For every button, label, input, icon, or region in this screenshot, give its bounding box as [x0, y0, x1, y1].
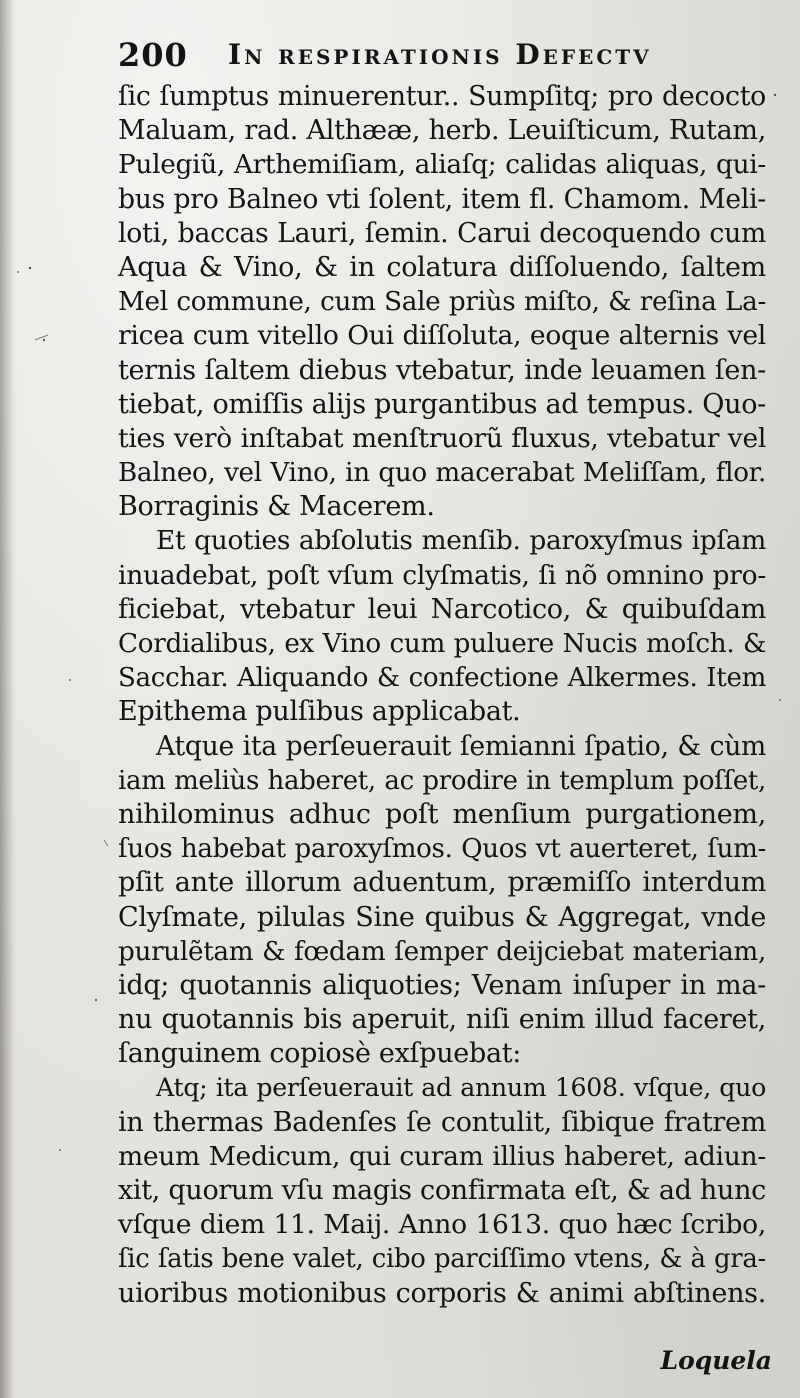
- text-line: Pulegiũ, Arthemiſiam, aliaſq; calidas aliquas, qui-: [118, 150, 766, 181]
- text-line: loti, baccas Lauri, ſemin. Carui decoquendo cum: [118, 217, 766, 249]
- binding-shadow: [0, 0, 14, 1398]
- text-line: Epithema pulſibus applicabat.: [118, 696, 521, 728]
- text-line: nihilominus adhuc poſt menſium purgationem,: [118, 798, 766, 830]
- text-line: Cordialibus, ex Vino cum puluere Nucis moſch. &: [118, 629, 766, 659]
- text-line: ties verò inſtabat menſtruorũ fluxus, vtebatur vel: [118, 422, 766, 454]
- text-line: Mel commune, cum Sale priùs miſto, & reſina La-: [118, 287, 766, 318]
- text-line: Sacchar. Aliquando & confectione Alkermes. Item: [118, 663, 766, 694]
- text-line: iam meliùs haberet, ac prodire in templum poſſet,: [118, 765, 766, 796]
- running-title: In respirationis Defectv: [228, 38, 652, 71]
- text-line: ſic ſatis bene valet, cibo parciſſimo vtens, & à gra-: [118, 1244, 766, 1275]
- text-line: inuadebat, poſt vſum clyſmatis, ſi nõ omnino pro-: [118, 559, 766, 591]
- text-line: bus pro Balneo vti ſolent, item fl. Chamom. Meli-: [118, 183, 766, 215]
- text-line: ſuos habebat paroxyſmos. Quos vt auerteret, ſum-: [118, 834, 766, 865]
- catchword: Loquela: [660, 1346, 772, 1375]
- text-line: Borraginis & Macerem.: [118, 491, 435, 523]
- page-number: 200: [118, 36, 188, 74]
- text-line: Et quoties abſolutis menſib. paroxyſmus ipſam: [156, 525, 766, 557]
- text-line: vſque diem 11. Maij. Anno 1613. quo hæc ſcribo,: [118, 1209, 766, 1241]
- text-line: ricea cum vitello Oui diſſoluta, eoque alternis vel: [118, 320, 766, 352]
- text-line: ternis ſaltem diebus vtebatur, inde leuamen ſen-: [118, 354, 766, 386]
- text-line: ſic ſumptus minuerentur.. Sumpſitq; pro decocto: [118, 81, 766, 112]
- text-line: ſanguinem copiosè exſpuebat:: [118, 1038, 522, 1070]
- text-line: tiebat, omiſſis alijs purgantibus ad tempus. Quo-: [118, 388, 766, 420]
- text-line: idq; quotannis aliquoties; Venam inſuper in ma-: [118, 969, 766, 1001]
- text-line: in thermas Badenſes ſe contulit, ſibique fratrem: [118, 1106, 766, 1138]
- text-line: Aqua & Vino, & in colatura diſſoluendo, ſaltem: [118, 251, 766, 283]
- text-line: Balneo, vel Vino, in quo macerabat Meliſſam, flor.: [118, 458, 766, 489]
- text-line: uioribus motionibus corporis & animi abſtinens.: [118, 1277, 766, 1309]
- text-line: Maluam, rad. Althææ, herb. Leuiſticum, Rutam,: [118, 115, 766, 147]
- running-head: [118, 36, 758, 80]
- text-line: Atque ita perſeuerauit ſemianni ſpatio, & cùm: [156, 730, 766, 762]
- text-line: meum Medicum, qui curam illius haberet, adiun-: [118, 1140, 766, 1172]
- text-line: pſit ante illorum aduentum, præmiſſo interdum: [118, 867, 766, 899]
- text-line: ficiebat, vtebatur leui Narcotico, & quibuſdam: [118, 593, 766, 625]
- text-line: purulẽtam & fœdam ſemper deijciebat materiam,: [118, 936, 766, 967]
- text-line: Atq; ita perſeuerauit ad annum 1608. vſque, quo: [156, 1073, 766, 1103]
- text-line: nu quotannis bis aperuit, niſi enim illud faceret,: [118, 1004, 766, 1036]
- text-line: Clyſmate, pilulas Sine quibus & Aggregat, vnde: [118, 901, 766, 933]
- text-line: xit, quorum vſu magis confirmata eſt, & ad hunc: [118, 1175, 766, 1206]
- body-text: [118, 80, 766, 1311]
